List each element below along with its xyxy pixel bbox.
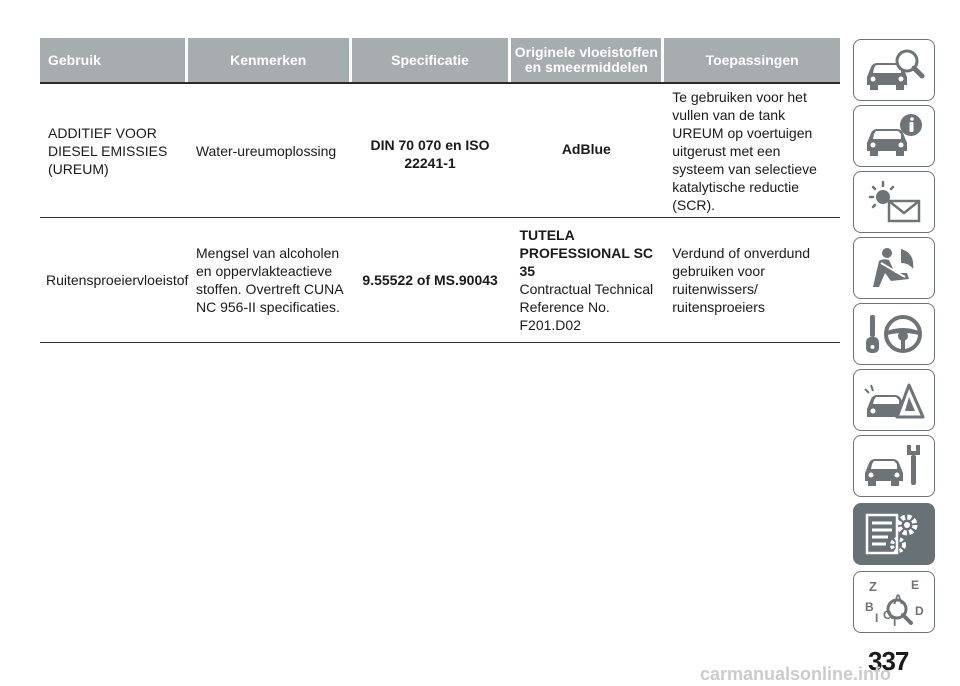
- cell-text: AdBlue: [561, 141, 611, 157]
- key-steering-wheel-icon: [861, 309, 927, 359]
- index-letter: C: [883, 608, 892, 622]
- cell-toepassingen: [664, 218, 840, 342]
- header-toepassingen: Toepassingen: [664, 38, 840, 82]
- tab-car-info[interactable]: [853, 105, 935, 167]
- car-info-icon: [861, 111, 927, 161]
- technical-data-icon: [861, 509, 927, 559]
- cell-text: Verdund of onverdund: [672, 245, 811, 261]
- index-letter: T: [891, 615, 899, 627]
- fluids-table: [40, 38, 840, 343]
- cell-gebruik: [40, 84, 185, 217]
- cell-kenmerken: [188, 218, 349, 342]
- table-row: [40, 84, 840, 218]
- car-wrench-icon: [861, 441, 927, 491]
- alphabetical-index-icon: [861, 577, 927, 627]
- index-letter: D: [915, 604, 924, 618]
- cell-text: DIESEL EMISSIES: [48, 142, 168, 159]
- index-letter: I: [875, 611, 879, 625]
- cell-text: PROFESSIONAL SC: [519, 245, 654, 261]
- cell-text: F201.D02: [519, 317, 581, 333]
- index-letter: Z: [869, 579, 877, 594]
- tab-car-crash[interactable]: [853, 369, 935, 431]
- cell-text: TUTELA: [519, 227, 575, 243]
- cell-text: Reference No.: [519, 299, 610, 315]
- cell-text: gebruiken voor: [672, 263, 765, 279]
- cell-text: NC 956-II specificaties.: [196, 299, 340, 315]
- tab-alphabetical-index[interactable]: [853, 571, 935, 633]
- cell-text: Contractual Technical: [519, 281, 654, 297]
- header-specificatie: Specificatie: [352, 38, 509, 82]
- cell-kenmerken: [188, 84, 349, 217]
- cell-text: UREUM op voertuigen: [672, 124, 813, 141]
- cell-text: stoffen. Overtreft CUNA: [196, 281, 344, 297]
- cell-toepassingen: [664, 84, 840, 217]
- header-gebruik: Gebruik: [40, 38, 185, 82]
- cell-text: katalytische reductie: [672, 178, 800, 195]
- cell-specificatie: [352, 84, 509, 217]
- car-crash-icon: [861, 375, 927, 425]
- index-letter: E: [911, 578, 920, 592]
- cell-text: DIN 70 070 en ISO: [370, 137, 490, 153]
- cell-gebruik: [40, 218, 189, 342]
- cell-text: en oppervlakteactieve: [196, 263, 333, 279]
- cell-text: (SCR).: [672, 196, 715, 213]
- cell-text: ruitensproeiers: [672, 299, 765, 315]
- seat-safety-icon: [861, 243, 927, 293]
- cell-vloeistoffen: [512, 218, 662, 342]
- cell-text: ruitenwissers/: [672, 281, 758, 297]
- cell-vloeistoffen: [511, 84, 661, 217]
- index-letter: B: [865, 600, 874, 614]
- cell-text: Te gebruiken voor het: [672, 88, 807, 105]
- tab-warning-lights[interactable]: [853, 171, 935, 233]
- cell-text: 9.55522 of MS.90043: [362, 272, 498, 288]
- page-number: 337: [868, 646, 909, 676]
- warning-lights-icon: [861, 177, 927, 227]
- cell-specificatie: [352, 218, 509, 342]
- cell-text: vullen van de tank: [672, 106, 786, 123]
- header-kenmerken: Kenmerken: [188, 38, 349, 82]
- cell-text: ADDITIEF VOOR: [48, 124, 157, 141]
- table-row: [40, 218, 840, 343]
- tab-car-wrench[interactable]: [853, 435, 935, 497]
- header-vloeistoffen: [511, 38, 661, 82]
- cell-text: 35: [519, 263, 536, 279]
- cell-text: Mengsel van alcoholen: [196, 245, 340, 261]
- car-search-icon: [861, 45, 927, 95]
- tab-car-search[interactable]: [853, 39, 935, 101]
- watermark: carmanualsonline.info: [700, 664, 892, 684]
- cell-text: uitgerust met een: [672, 142, 781, 159]
- tab-seat-safety[interactable]: [853, 237, 935, 299]
- cell-text: systeem van selectieve: [672, 160, 817, 177]
- table-header: [40, 38, 840, 84]
- tab-technical-data[interactable]: [853, 503, 935, 565]
- header-vloeistoffen-line: Originele vloeistoffen: [514, 44, 658, 60]
- cell-text: 22241-1: [404, 155, 456, 171]
- cell-text: Water-ureumoplossing: [195, 142, 337, 159]
- cell-text: (UREUM): [48, 160, 109, 177]
- tab-key-steering[interactable]: [853, 303, 935, 365]
- header-vloeistoffen-line: en smeermiddelen: [524, 59, 648, 75]
- index-letter: A: [893, 591, 904, 607]
- cell-text: Ruitensproeiervloeistof: [46, 272, 189, 288]
